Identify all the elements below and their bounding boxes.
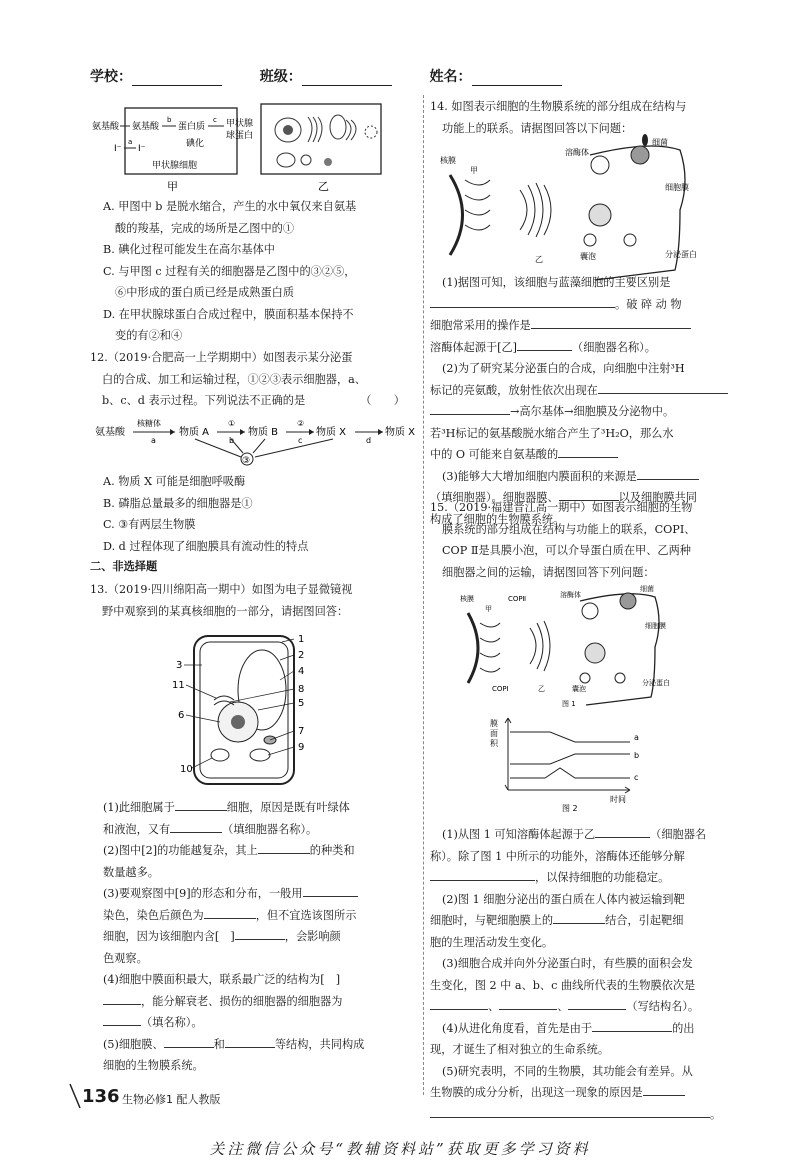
q15-figure-1 bbox=[460, 583, 680, 708]
q12-answer-bracket[interactable]: （ ） bbox=[360, 394, 405, 407]
q13-answers: (1)此细胞属于 细胞，原因是既有叶绿体 和液泡，又有 （填细胞器名称）。 (2)图中[2]的功能越复杂，其上 的种类和 数量越多。 (3)要观察图中[9]的形态和分布，一般用 染色，染色后颜色为 ，但不宜选该图所示 细胞，因为该细胞内含[ ] ，会影响颜 色观察。 (4)细胞中膜面积最大，联系最广泛的结构为[ ] ，能分解衰老、损伤的细胞器的细胞器为 （填名称）。 (5)细胞膜、 和 等结构，共同构成 细胞的生物膜系统。 bbox=[103, 797, 405, 1077]
q13-line-2: 野中观察到的某真核细胞的一部分，请据图回答： bbox=[102, 604, 349, 618]
cell-label-9: 9 bbox=[298, 742, 305, 753]
q15-line-3: COP Ⅱ是具膜小泡，可以介导蛋白质在甲、乙两种 bbox=[442, 544, 691, 557]
q15-blank-reason-2[interactable] bbox=[430, 1105, 710, 1118]
q14-blank-path-2[interactable] bbox=[430, 402, 510, 415]
q13-blank-membrane-b[interactable] bbox=[225, 1035, 275, 1048]
q13-stem bbox=[90, 579, 405, 622]
flow-d: d bbox=[366, 436, 372, 445]
fig2-ylabel-2: 面 bbox=[490, 729, 498, 738]
jia-iodide-inside: I⁻ bbox=[138, 144, 146, 154]
cell-label-2: 2 bbox=[298, 650, 305, 661]
q14-blank-operation[interactable] bbox=[531, 316, 691, 329]
cell-label-6: 6 bbox=[178, 710, 185, 721]
q15-blank-reason-1[interactable] bbox=[643, 1083, 685, 1096]
q12-line-1: 12.（2019·合肥高一上学期期中）如图表示某分泌蛋 bbox=[90, 351, 353, 364]
q13-cell-diagram bbox=[170, 630, 330, 790]
q11-options bbox=[103, 196, 403, 347]
q14-blank-group[interactable] bbox=[558, 445, 618, 458]
q14-blank-path-1[interactable] bbox=[598, 381, 728, 394]
q11-option-a-cont: 酸的羧基，完成的场所是乙图中的① bbox=[115, 221, 295, 235]
q15-blank-evolution[interactable] bbox=[592, 1019, 672, 1032]
q15-line-1: 15.（2019·福建晋江高一期中）如图表示细胞的生物 bbox=[430, 501, 693, 514]
q13-blank-stain[interactable] bbox=[303, 884, 358, 897]
flow-substance-x-out: 物质 X bbox=[385, 427, 416, 438]
q15-line-2: 膜系统的部分组成在结构与功能上的联系，COPⅠ、 bbox=[442, 522, 696, 536]
q14-label-secretory-protein: 分泌蛋白 bbox=[665, 250, 697, 259]
class-label: 班级： bbox=[259, 69, 302, 85]
q15-blank-lysosome-origin[interactable] bbox=[595, 825, 650, 838]
q12-stem bbox=[90, 347, 405, 412]
q13-blank-organelle[interactable] bbox=[170, 820, 222, 833]
q14-blank-source[interactable] bbox=[637, 467, 699, 480]
q15-answers: (1)从图 1 可知溶酶体起源于乙 （细胞器名 称）。除了图 1 中所示的功能外，溶酶体还能够分解 ，以保持细胞的功能稳定。 (2)图 1 细胞分泌出的蛋白质在人体内被运输到靶 细胞时，与靶细胞膜上的 结合，引起靶细 胞的生理活动发生变化。 (3)细胞合成并向外分泌蛋白时，有些膜的面积会发 生变化，图 2 中 a、b、c 曲线所代表的生物膜依次是 、 、 （写结构名）。 (4)从进化角度看，首先是由于 的出 现，才诞生了相对独立的生命系统。 (5)研究表明，不同的生物膜，其功能会有差异。从 生物膜的成分分析，出现这一现象的原因是 。 bbox=[430, 824, 730, 1125]
q15-label-copi: COPⅠ bbox=[492, 685, 509, 693]
q15-blank-curve-b[interactable] bbox=[499, 997, 557, 1010]
jia-iodide-outside: I⁻ bbox=[114, 144, 122, 154]
q15-line-4: 细胞器之间的运输，请据图回答下列问题： bbox=[442, 565, 655, 579]
q15-blank-curve-a[interactable] bbox=[430, 997, 488, 1010]
school-field[interactable] bbox=[132, 71, 222, 86]
column-divider bbox=[423, 95, 424, 1095]
q15-label-copii: COPⅡ bbox=[508, 595, 527, 603]
q14-label-cell-membrane: 细胞膜 bbox=[665, 183, 689, 192]
cell-label-4: 4 bbox=[298, 666, 305, 677]
q11-option-d-cont: 变的有②和④ bbox=[115, 329, 183, 342]
fig2-ylabel-1: 膜 bbox=[490, 719, 498, 728]
q13-blank-pigment[interactable] bbox=[235, 927, 285, 940]
figure-yi bbox=[258, 102, 388, 196]
q15-figure-2-chart bbox=[480, 712, 670, 812]
flow-substance-b: 物质 B bbox=[248, 427, 279, 438]
q15-stem bbox=[430, 497, 730, 583]
q14-label-bacteria: 细菌 bbox=[652, 138, 668, 147]
q12-option-d[interactable]: D. d 过程体现了细胞膜具有流动性的特点 bbox=[103, 539, 309, 553]
jia-protein: 蛋白质 bbox=[178, 122, 206, 132]
fig2-curve-b-label: b bbox=[634, 751, 640, 760]
name-field[interactable] bbox=[472, 71, 562, 86]
jia-amino-acid-outside: 氨基酸 bbox=[92, 122, 120, 132]
q14-label-jia: 甲 bbox=[470, 166, 478, 175]
fig2-curve-a-label: a bbox=[634, 733, 639, 742]
q15-label-bacteria: 细菌 bbox=[640, 585, 654, 593]
q11-option-c-cont: ⑥中形成的蛋白质已经是成熟蛋白质 bbox=[115, 286, 295, 299]
q15-label-lysosome: 溶酶体 bbox=[560, 591, 581, 599]
q13-line-1: 13.（2019·四川绵阳高一期中）如图为电子显微镜视 bbox=[90, 583, 353, 596]
book-title: 生物必修1 配人教版 bbox=[122, 1093, 221, 1106]
flow-a: a bbox=[151, 436, 156, 445]
q11-option-c[interactable]: C. 与甲图 c 过程有关的细胞器是乙图中的③②⑤， bbox=[103, 264, 356, 278]
q12-flow-diagram bbox=[95, 415, 416, 467]
jia-globulin: 球蛋白 bbox=[226, 131, 254, 141]
q11-option-a[interactable]: A. 甲图中 b 是脱水缩合，产生的水中氧仅来自氨基 bbox=[103, 200, 357, 213]
flow-amino-acid: 氨基酸 bbox=[95, 427, 125, 438]
q13-blank-membrane-content[interactable] bbox=[258, 841, 310, 854]
q13-blank-lysosome[interactable] bbox=[103, 1013, 141, 1026]
class-field[interactable] bbox=[302, 71, 392, 86]
yi-caption: 乙 bbox=[318, 180, 329, 193]
student-info-header bbox=[90, 66, 562, 86]
flow-substance-a: 物质 A bbox=[179, 427, 210, 438]
q15-label-yi: 乙 bbox=[538, 685, 545, 693]
q14-blank-difference[interactable] bbox=[430, 295, 615, 308]
flow-ribosome: 核糖体 bbox=[137, 419, 161, 428]
q15-blank-receptor[interactable] bbox=[553, 911, 605, 924]
q14-blank-origin[interactable] bbox=[517, 338, 572, 351]
flow-c: c bbox=[298, 436, 303, 445]
name-label: 姓名： bbox=[429, 69, 472, 85]
jia-thyroid: 甲状腺 bbox=[226, 119, 254, 129]
jia-step-b: b bbox=[167, 116, 172, 124]
jia-step-a: a bbox=[128, 138, 133, 146]
q15-blank-decompose[interactable] bbox=[430, 868, 535, 881]
cell-label-7: 7 bbox=[298, 726, 305, 737]
q12-option-b[interactable]: B. 磷脂总量最多的细胞器是① bbox=[103, 496, 253, 510]
flow-organelle-3: ③ bbox=[242, 456, 251, 466]
q14-figure bbox=[440, 135, 720, 270]
q11-option-d[interactable]: D. 在甲状腺球蛋白合成过程中，膜面积基本保持不 bbox=[103, 307, 354, 321]
cell-label-11: 11 bbox=[172, 680, 185, 691]
q11-option-b[interactable]: B. 碘化过程可能发生在高尔基体中 bbox=[103, 243, 275, 256]
q15-label-vesicle: 囊泡 bbox=[572, 685, 586, 693]
q15-label-jia: 甲 bbox=[485, 605, 492, 613]
q14-line-2: 功能上的联系。请据图回答以下问题： bbox=[442, 121, 633, 135]
q14-line-1: 14. 如图表示细胞的生物膜系统的部分组成在结构与 bbox=[430, 100, 687, 113]
fig2-curve-c-label: c bbox=[634, 773, 639, 782]
school-label: 学校： bbox=[90, 69, 132, 85]
fig2-caption: 图 2 bbox=[562, 804, 578, 813]
jia-caption: 甲 bbox=[167, 180, 178, 193]
jia-step-c: c bbox=[213, 116, 217, 124]
jia-amino-acid-inside: 氨基酸 bbox=[132, 122, 160, 132]
q12-options bbox=[103, 471, 403, 557]
promo-watermark-text: 关注微信公众号“教辅资料站”获取更多学习资料 bbox=[209, 1140, 591, 1158]
q13-blank-membrane-a[interactable] bbox=[164, 1035, 214, 1048]
fig2-ylabel-3: 积 bbox=[490, 739, 498, 748]
q14-label-lysosome: 溶酶体 bbox=[565, 148, 589, 157]
page-number: 136 bbox=[82, 1086, 120, 1107]
cell-label-1: 1 bbox=[298, 634, 305, 645]
q15-figure-1-caption: 图 1 bbox=[562, 700, 576, 708]
q15-blank-curve-c[interactable] bbox=[568, 997, 626, 1010]
flow-organelle-2: ② bbox=[297, 419, 305, 428]
q12-line-3: b、c、d 表示过程。下列说法不正确的是 （ ） bbox=[90, 390, 405, 412]
flow-substance-x: 物质 X bbox=[316, 427, 347, 438]
cell-label-3: 3 bbox=[176, 660, 183, 671]
cell-label-5: 5 bbox=[298, 698, 305, 709]
q15-label-cell-membrane: 细胞膜 bbox=[645, 622, 666, 630]
q15-label-nuclear-membrane: 核膜 bbox=[460, 595, 474, 603]
q14-label-nuclear-membrane: 核膜 bbox=[440, 156, 456, 165]
jia-iodination: 碘化 bbox=[186, 139, 205, 149]
q12-option-a[interactable]: A. 物质 X 可能是细胞呼吸酶 bbox=[103, 475, 246, 488]
q14-label-vesicle: 囊泡 bbox=[580, 252, 596, 261]
figure-jia bbox=[92, 102, 252, 196]
cell-label-8: 8 bbox=[298, 684, 305, 695]
q13-blank-color[interactable] bbox=[204, 906, 256, 919]
flow-organelle-1: ① bbox=[228, 419, 236, 428]
fig2-xlabel: 时间 bbox=[610, 795, 626, 804]
q13-blank-largest-membrane[interactable] bbox=[103, 992, 141, 1005]
q15-label-secretory-protein: 分泌蛋白 bbox=[642, 679, 670, 687]
q12-option-c[interactable]: C. ③有两层生物膜 bbox=[103, 518, 196, 531]
q14-label-yi: 乙 bbox=[535, 255, 543, 264]
section-nonchoice-title: 二、非选择题 bbox=[90, 560, 158, 573]
q13-blank-cell-type[interactable] bbox=[175, 798, 227, 811]
jia-cell-label: 甲状腺细胞 bbox=[152, 161, 198, 171]
cell-label-10: 10 bbox=[180, 764, 193, 775]
q14-stem bbox=[430, 96, 730, 139]
q12-line-2: 白的合成、加工和运输过程，①②③表示细胞器，a、 bbox=[102, 372, 366, 386]
flow-b: b bbox=[229, 436, 235, 445]
q14-answers: (1)据图可知，该细胞与蓝藻细胞的主要区别是 。破 碎 动 物 细胞常采用的操作是 溶酶体起源于[乙] （细胞器名称）。 (2)为了研究某分泌蛋白的合成，向细胞中注射³H 标记的亮氨酸，放射性依次出现在 →高尔基体→细胞膜及分泌物中。 若³H标记的氨基酸脱水缩合产生了³H₂O，那么水 中的 O 可能来自氨基酸的 (3)能够大大增加细胞内膜面积的来源是 （填细胞器）。细胞器膜、 以及细胞膜共同 构成了细胞的生物膜系统。 bbox=[430, 272, 730, 530]
